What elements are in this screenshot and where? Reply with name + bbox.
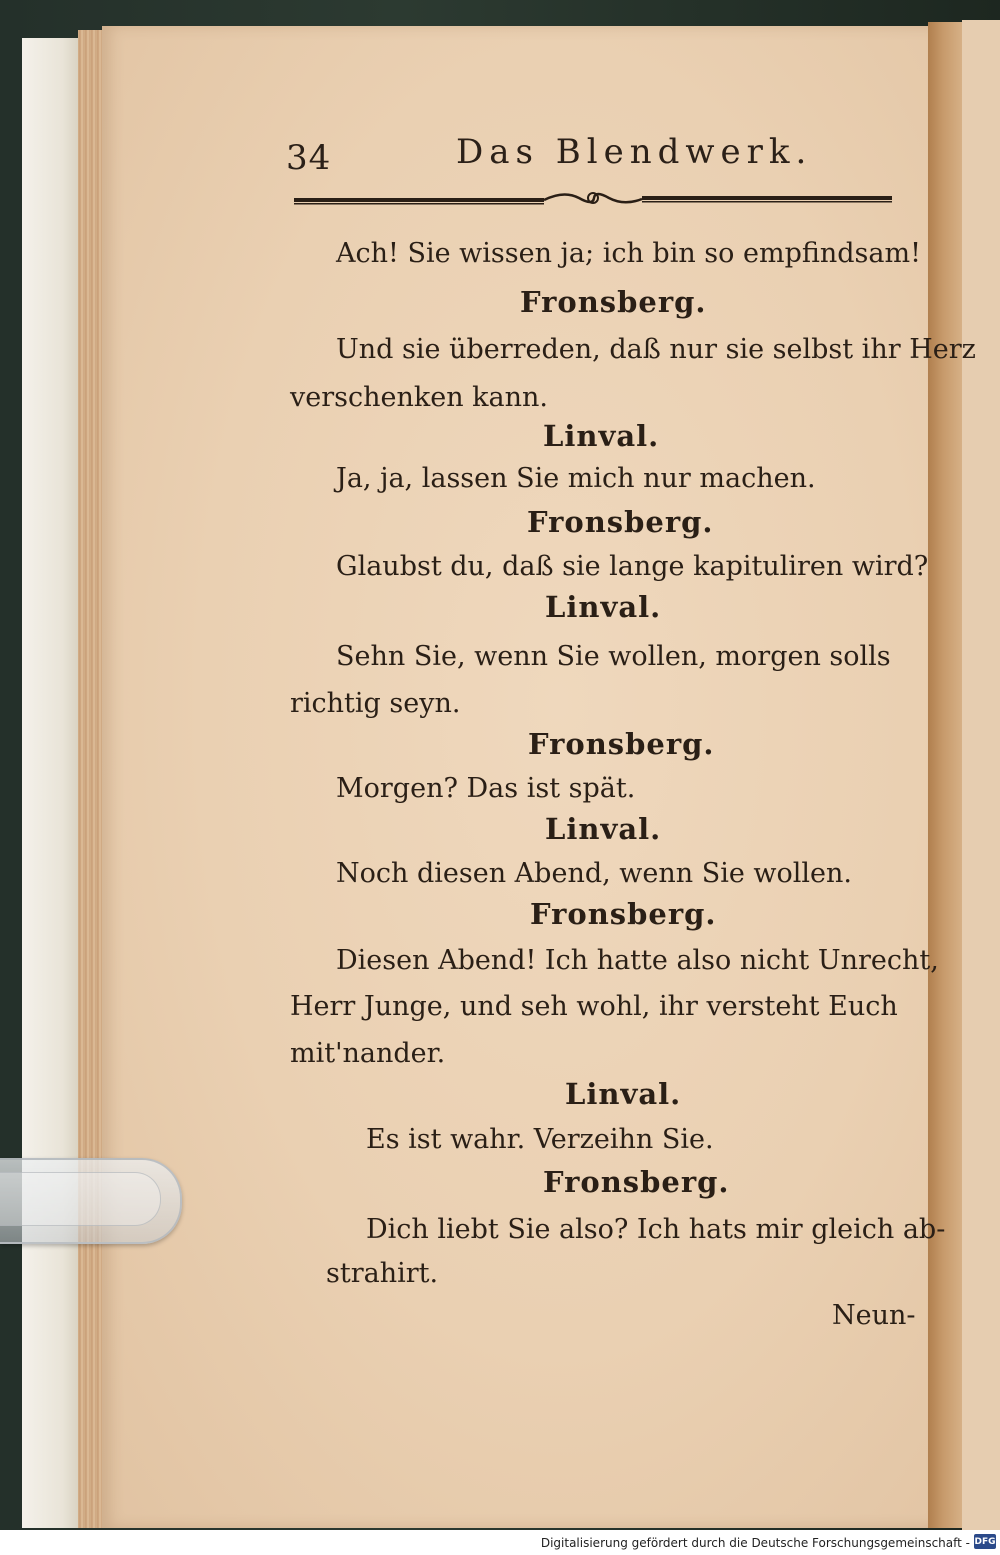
text-line: mit'nander. [290,1038,446,1069]
text-line: verschenken kann. [290,382,549,413]
text-line: Dich liebt Sie also? Ich hats mir gleich ab- [366,1214,946,1245]
text-line: strahirt. [326,1258,439,1289]
speaker-name: Linval. [565,1077,682,1111]
text-line: Noch diesen Abend, wenn Sie wollen. [336,858,853,889]
text-line: richtig seyn. [290,688,461,719]
speaker-name: Fronsberg. [528,727,715,761]
text-line: Diesen Abend! Ich hatte also nicht Unrecht, [336,945,939,976]
speaker-name: Fronsberg. [520,285,707,319]
text-line: Ja, ja, lassen Sie mich nur machen. [336,463,816,494]
running-title: Das Blendwerk. [456,132,813,172]
text-line: Herr Junge, und seh wohl, ihr versteht Euch [290,991,898,1022]
catchword: Neun- [832,1300,916,1331]
text-line: Ach! Sie wissen ja; ich bin so empfindsam! [336,238,921,269]
speaker-name: Fronsberg. [543,1165,730,1199]
speaker-name: Linval. [545,812,662,846]
text-line: Es ist wahr. Verzeihn Sie. [366,1124,714,1155]
text-line: Sehn Sie, wenn Sie wollen, morgen solls [336,641,891,672]
text-line: Glaubst du, daß sie lange kapituliren wird? [336,551,929,582]
dfg-logo: DFG [974,1534,996,1549]
header-ornament-rule [294,188,892,210]
text-line: Morgen? Das ist spät. [336,773,636,804]
speaker-name: Linval. [543,419,660,453]
speaker-name: Fronsberg. [530,897,717,931]
page-number: 34 [286,138,332,178]
digitization-credit: Digitalisierung gefördert durch die Deutsche Forschungsgemeinschaft - [540,1536,970,1550]
book-cover-edge [22,38,80,1528]
adjacent-page-strip [962,20,1000,1530]
speaker-name: Fronsberg. [527,505,714,539]
page-clip-inner [0,1172,161,1226]
page-gutter-shadow [928,22,966,1528]
text-line: Und sie überreden, daß nur sie selbst ihr Herz [336,334,976,365]
speaker-name: Linval. [545,590,662,624]
